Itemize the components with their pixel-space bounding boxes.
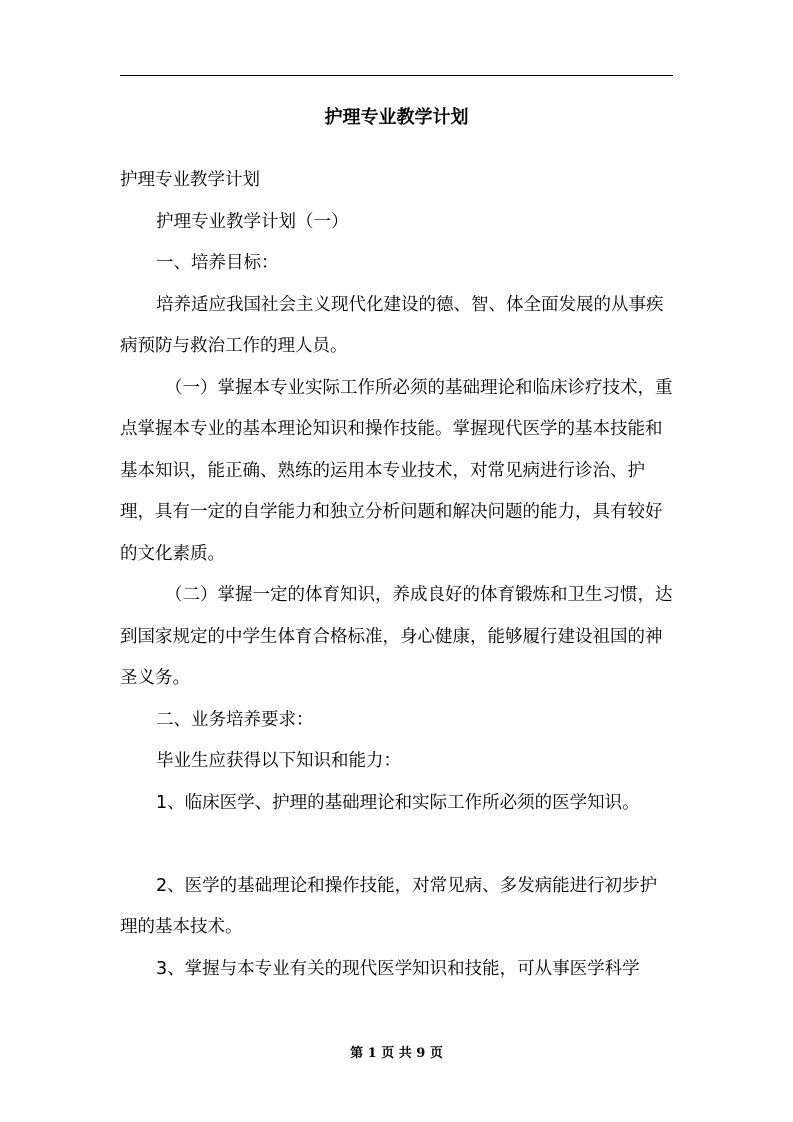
header-rule	[120, 75, 673, 76]
paragraph-requirements-intro: 毕业生应获得以下知识和能力：	[156, 751, 401, 771]
paragraph-item-2: （二）掌握一定的体育知识，养成良好的体育锻炼和卫生习惯，达到国家规定的中学生体育合格标准，身心健康，能够履行建设祖国的神圣义务。	[120, 585, 673, 688]
section-heading-requirements: 二、业务培养要求：	[156, 709, 314, 730]
paragraph-subtitle: 护理专业教学计划（一）	[156, 211, 349, 232]
page-number: 第 1 页 共 9 页	[350, 1046, 443, 1061]
paragraph-heading: 护理专业教学计划	[120, 170, 260, 190]
document-title: 护理专业教学计划	[324, 107, 469, 128]
list-item-1: 1、临床医学、护理的基础理论和实际工作所必须的医学知识。	[156, 792, 640, 813]
list-item-3: 3、掌握与本专业有关的现代医学知识和技能，可从事医学科学	[156, 958, 640, 979]
section-heading-goals: 一、培养目标：	[156, 253, 279, 273]
document-body	[120, 160, 673, 990]
paragraph-item-1: （一）掌握本专业实际工作所必须的基础理论和临床诊疗技术，重点掌握本专业的基本理论知识和操作技能。掌握现代医学的基本技能和基本知识，能正确、熟练的运用本专业技术，对常见病进行诊治、护理，具有一定的自学能力和独立分析问题和解决问题的能力，具有较好的文化素质。	[120, 377, 673, 564]
list-item-2: 2、医学的基础理论和操作技能，对常见病、多发病能进行初步护理的基本技术。	[120, 875, 658, 937]
paragraph-goal: 培养适应我国社会主义现代化建设的德、智、体全面发展的从事疾病预防与救治工作的理人员。	[120, 294, 664, 356]
